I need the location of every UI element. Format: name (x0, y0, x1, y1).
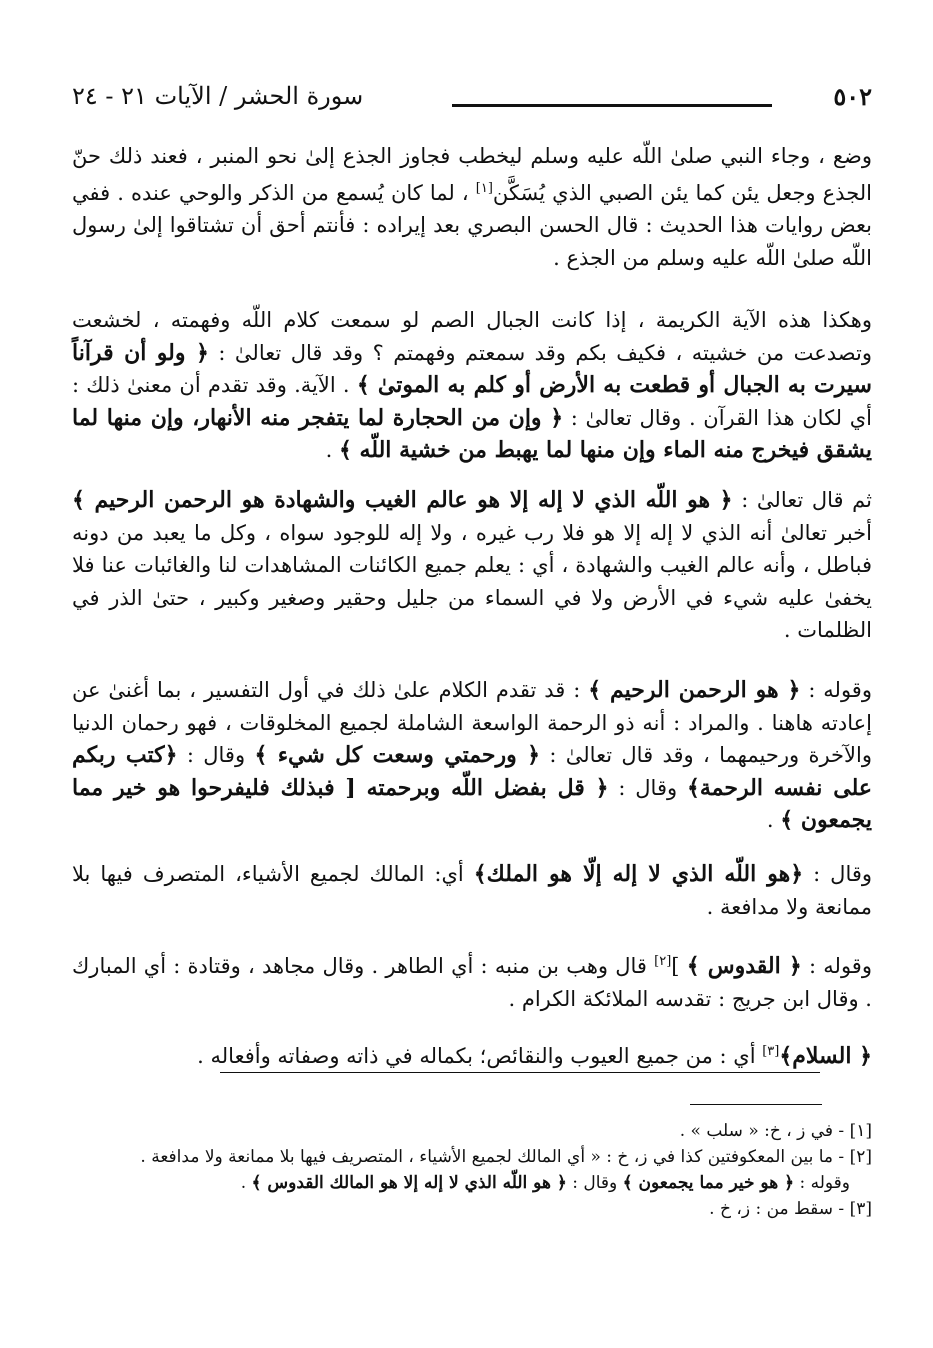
quran-verse: ﴿ هو الرحمن الرحيم ﴾ (588, 677, 801, 703)
text-run: ثم قال تعالىٰ : (732, 488, 872, 512)
text-run: وقال : (803, 862, 873, 886)
text-run: . (766, 808, 781, 832)
text-run: أي: المالك لجميع الأشياء، المتصرف فيها بلا ممانعة ولا مدافعة . (72, 862, 872, 919)
paragraph (72, 674, 872, 837)
quran-verse: ﴿ هو اللّه الذي لا إله إلا هو المالك القدوس ﴾ (251, 1173, 567, 1193)
quran-verse: ﴿ هو اللّه الذي لا إله إلا هو عالم الغيب والشهادة هو الرحمن الرحيم ﴾ (72, 487, 733, 513)
verse-underline (220, 1072, 820, 1073)
paragraph (72, 484, 872, 647)
footnote-ref[interactable]: [١] (475, 180, 493, 196)
text-run: . الآية. وقد تقدم أن معنىٰ ذلك : أي لكان هذا القرآن . وقال تعالىٰ : (72, 373, 873, 430)
text-run: وضع ، وجاء النبي صلىٰ اللّه عليه وسلم ليخطب فجاوز الجذع إلىٰ نحو المنبر ، فعند ذلك حنّ الجذع وجعل يئن كما يئن الصبي الذي يُسَكَّن (72, 144, 872, 205)
paragraph (72, 1036, 872, 1073)
paragraph (72, 304, 872, 467)
quran-verse: ﴿ ولو أن قرآناً سيرت به الجبال أو قطعت به الأرض أو كلم به الموتىٰ ﴾ (72, 339, 872, 398)
text-run: : قد تقدم الكلام علىٰ ذلك في أول التفسير ، بما أغنىٰ عن إعادته هاهنا . والمراد : أنه ذو الرحمة الواسعة الشاملة لجميع المخلوقات ، فهو رحمان الدنيا والآخرة ورحيمهما ، وقد قال تعالىٰ : (72, 678, 872, 767)
page-header (72, 82, 872, 122)
footnote-separator (690, 1104, 822, 1105)
quran-verse: ﴿ السلام﴾ (779, 1043, 872, 1069)
footnotes (72, 1118, 872, 1222)
paragraph (72, 140, 872, 274)
text-run: وقال : (608, 775, 687, 800)
quran-verse: ﴿ هو خير مما يجمعون ﴾ (622, 1173, 795, 1193)
text-run: . (325, 438, 339, 462)
text-run: وقوله : (794, 1173, 850, 1193)
text-run: ، لما كان يُسمع من الذكر والوحي عنده . ففي بعض روايات هذا الحديث : قال الحسن البصري بعد إيراده : فأنتم أحق أن تشتاقوا إلىٰ رسول اللّه صلىٰ اللّه عليه وسلم من الجذع . (72, 180, 872, 270)
text-run: قال وهب بن منبه : أي الطاهر . وقال مجاهد ، وقتادة : أي المبارك . وقال ابن جريج : تقدسه الملائكة الكرام . (72, 954, 872, 1011)
text-run: وهكذا هذه الآية الكريمة ، إذا كانت الجبال الصم لو سمعت كلام اللّه وفهمته ، لخشعت وتصدعت من خشيته ، فكيف بكم وقد سمعتم وفهمتم ؟ وقد قال تعالىٰ : (72, 308, 872, 365)
quran-verse: ﴿ وإن من الحجارة لما يتفجر منه الأنهار، وإن منها لما يشقق فيخرج منه الماء وإن منها لما يهبط من خشية اللّه ﴾ (72, 404, 872, 463)
text-run: وقوله : (800, 678, 872, 702)
text-run: وقال : (566, 1173, 623, 1193)
text-run: وقوله : (801, 954, 872, 978)
quran-verse: ﴿كتب ربكم على نفسه الرحمة﴾ (72, 742, 872, 801)
quran-verse: ﴿هو اللّه الذي لا إله إلّا هو الملك﴾ (473, 861, 804, 887)
footnote: [١] - في ز ، خ: « سلب » . (679, 1121, 872, 1141)
text-run: . (240, 1173, 252, 1193)
quran-verse: ﴿ ورحمتي وسعت كل شيء ﴾ (254, 742, 540, 768)
quran-verse: ﴿ قل بفضل اللّه وبرحمته [ فبذلك فليفرحوا هو خير مما يجمعون ﴾ (72, 774, 872, 833)
text-run: أي : من جميع العيوب والنقائص؛ بكماله في ذاته وصفاته وأفعاله . (197, 1044, 763, 1068)
paragraph (72, 858, 872, 923)
quran-verse: ﴿ القدوس ﴾ (686, 953, 802, 979)
text-run: وقال : (177, 743, 255, 767)
page-number: ٥٠٢ (833, 82, 872, 111)
text-run: أخبر تعالىٰ أنه الذي لا إله إلا هو فلا رب غيره ، ولا إله للوجود سواه ، وكل ما يعبد من دونه فباطل ، وأنه عالم الغيب والشهادة ، أي : يعلم جميع الكائنات المشاهدات لنا والغائبات عنا فلا يخفىٰ عليه شيء في الأرض ولا في السماء من جليل وحقير وصغير وكبير ، حتىٰ الذر في الظلمات . (72, 520, 872, 642)
footnote-continuation (72, 1170, 872, 1196)
header-rule (452, 104, 772, 107)
surah-title: سورة الحشر / الآيات ٢١ - ٢٤ (72, 82, 364, 110)
paragraph (72, 946, 872, 1015)
footnote-ref[interactable]: [٣] (762, 1044, 780, 1059)
text-run: ] (671, 954, 687, 978)
footnote: [٢] - ما بين المعكوفتين كذا في ز، خ : « أي المالك لجميع الأشياء ، المتصريف فيها بلا ممانعة ولا مدافعة . (140, 1147, 872, 1167)
footnote: [٣] - سقط من : ز، خ . (709, 1199, 872, 1219)
footnote-ref[interactable]: [٢] (654, 954, 672, 969)
